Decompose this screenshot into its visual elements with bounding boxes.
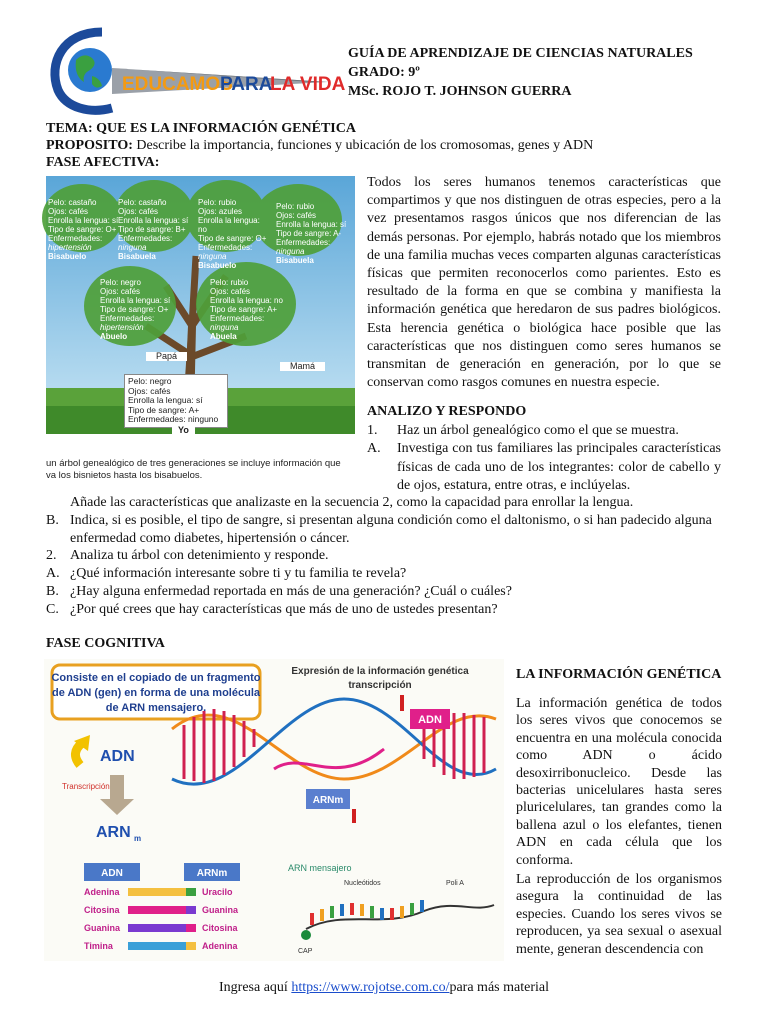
analyze-list-top bbox=[367, 422, 721, 496]
tree-card-abuelo: Pelo: negro Ojos: cafés Enrolla la lengua: sí Tipo de sangre: O+ Enfermedades: hipertensión Abuelo bbox=[100, 278, 171, 341]
svg-text:Guanina: Guanina bbox=[202, 905, 239, 915]
svg-text:PARA: PARA bbox=[220, 74, 273, 95]
svg-text:m: m bbox=[134, 834, 142, 843]
intro-paragraph: Todos los seres humanos tenemos características que compartimos y que nos distinguen de otras especies, pero a la vez presentamos rasgos únicos que nos diferencian de las demás personas. Por ejemplo, habrás notado que los miembros de una familia muchas veces comparten algunas características físicas que permiten reconocerlos como parientes. Esto es resultado de la forma en que se combina y manifiesta la información genética que heredaron de sus padres biológicos. Esta herencia genética o biológica hace posible que las características que nos distinguen como seres humanos se transmitan de generación en generación, por lo que se conservan como rasgos comunes en nuestra especie. bbox=[367, 175, 721, 391]
tree-label-mama: Mamá bbox=[280, 362, 325, 371]
svg-text:Adenina: Adenina bbox=[202, 941, 238, 951]
purpose-label: PROPOSITO: bbox=[46, 138, 133, 153]
svg-text:ADN: ADN bbox=[101, 868, 123, 879]
svg-text:LA VIDA: LA VIDA bbox=[270, 74, 346, 95]
svg-text:ADN: ADN bbox=[100, 748, 135, 765]
analyze-list-bottom bbox=[46, 494, 736, 619]
genetic-info-heading: LA INFORMACIÓN GENÉTICA bbox=[516, 667, 722, 682]
list-item: C. ¿Por qué crees que hay características que más de uno de ustedes presentan? bbox=[46, 601, 498, 617]
genetic-info-paragraph-1: La información genética de todos los seres vivos que conocemos se encuentra en una molécula conocida como ADN o ácido desoxirribonucleico. Desde las bacterias unicelulares hasta seres pluricelulares, tan grandes como la ballena azul o los elefantes, tienen ADN en cada célula que los conforma. bbox=[516, 696, 722, 868]
list-item: Añade las características que analizaste en la secuencia 2, como la capacidad para enrollar la lengua. bbox=[70, 495, 634, 510]
svg-text:de ADN (gen) en forma de una m: de ADN (gen) en forma de una molécula bbox=[51, 687, 261, 699]
transcription-diagram bbox=[44, 659, 504, 961]
svg-text:transcripción: transcripción bbox=[348, 680, 412, 691]
analyze-heading: ANALIZO Y RESPONDO bbox=[367, 404, 527, 419]
svg-text:Transcripción: Transcripción bbox=[62, 782, 110, 791]
header-author: MSc. ROJO T. JOHNSON GUERRA bbox=[348, 84, 572, 99]
svg-text:CAP: CAP bbox=[298, 948, 313, 955]
tree-label-yo: Yo bbox=[172, 426, 195, 435]
header-title: GUÍA DE APRENDIZAJE DE CIENCIAS NATURALES bbox=[348, 46, 693, 61]
list-item: A. Investiga con tus familiares las principales características físicas de cada uno de los integrantes: color de cabello y de ojos, estatura, entre otras, e inclúyelas. bbox=[367, 441, 721, 494]
svg-text:Citosina: Citosina bbox=[84, 905, 120, 915]
tree-card-bisabuelo-2: Pelo: rubio Ojos: azules Enrolla la lengua: no Tipo de sangre: O+ Enfermedades: ninguna Bisabuelo bbox=[198, 198, 267, 270]
list-item: A. ¿Qué información interesante sobre ti y tu familia te revela? bbox=[46, 566, 407, 582]
svg-text:Nucleótidos: Nucleótidos bbox=[344, 880, 381, 887]
svg-text:EDUCAMOS: EDUCAMOS bbox=[122, 74, 233, 95]
svg-text:ARN mensajero: ARN mensajero bbox=[288, 863, 352, 873]
list-item: 2. Analiza tu árbol con detenimiento y responde. bbox=[46, 548, 329, 564]
svg-text:ADN: ADN bbox=[418, 714, 442, 726]
svg-text:de ARN mensajero.: de ARN mensajero. bbox=[105, 702, 207, 714]
tree-card-bisabuela-2: Pelo: rubio Ojos: cafés Enrolla la lengua: sí Tipo de sangre: A- Enfermedades: ninguna Bisabuela bbox=[276, 202, 347, 265]
svg-text:Expresión de la información ge: Expresión de la información genética bbox=[291, 666, 469, 677]
purpose-text: Describe la importancia, funciones y ubicación de los cromosomas, genes y ADN bbox=[132, 138, 594, 153]
svg-text:ARNm: ARNm bbox=[196, 868, 228, 879]
purpose bbox=[46, 138, 746, 154]
svg-text:Consiste en el copiado de un f: Consiste en el copiado de un fragmento bbox=[51, 672, 261, 684]
phase-affective-heading: FASE AFECTIVA: bbox=[46, 155, 160, 170]
footer bbox=[0, 980, 768, 996]
svg-text:ARN: ARN bbox=[96, 824, 131, 841]
tree-card-abuela: Pelo: rubio Ojos: cafés Enrolla la lengua: no Tipo de sangre: A+ Enfermedades: ninguna Abuela bbox=[210, 278, 283, 341]
list-item: B. ¿Hay alguna enfermedad reportada en más de una generación? ¿Cuál o cuáles? bbox=[46, 583, 512, 599]
footer-suffix: para más material bbox=[449, 980, 549, 995]
header-grade: GRADO: 9º bbox=[348, 65, 420, 80]
svg-text:Poli A: Poli A bbox=[446, 880, 464, 887]
tree-card-bisabuelo-1: Pelo: castaño Ojos: cafés Enrolla la lengua: sí Tipo de sangre: O+ Enfermedades: hipertensión Bisabuelo bbox=[48, 198, 119, 261]
svg-text:Timina: Timina bbox=[84, 941, 113, 951]
tree-caption: un árbol genealógico de tres generaciones se incluye información que va los bisnietos hasta los bisabuelos. bbox=[46, 458, 341, 481]
topic-title: TEMA: QUE ES LA INFORMACIÓN GENÉTICA bbox=[46, 121, 356, 136]
educamos-logo bbox=[42, 24, 346, 116]
svg-text:Uracilo: Uracilo bbox=[202, 887, 233, 897]
svg-text:Adenina: Adenina bbox=[84, 887, 120, 897]
footer-link[interactable]: https://www.rojotse.com.co/ bbox=[291, 980, 450, 995]
tree-label-papa: Papá bbox=[146, 352, 187, 361]
svg-text:Guanina: Guanina bbox=[84, 923, 121, 933]
tree-card-bisabuela-1: Pelo: castaño Ojos: cafés Enrolla la lengua: sí Tipo de sangre: B+ Enfermedades: ninguna Bisabuela bbox=[118, 198, 189, 261]
svg-text:ARNm: ARNm bbox=[312, 795, 344, 806]
document-header bbox=[348, 44, 693, 101]
tree-card-yo: Pelo: negro Ojos: cafés Enrolla la lengua: sí Tipo de sangre: A+ Enfermedades: ninguno bbox=[124, 374, 228, 428]
list-item: B. Indica, si es posible, el tipo de sangre, si presentan alguna condición como el daltonismo, o si han padecido alguna enfermedad como diabetes, hipertensión o cáncer. bbox=[46, 512, 712, 546]
list-item: 1. Haz un árbol genealógico como el que se muestra. bbox=[367, 423, 679, 438]
svg-text:Citosina: Citosina bbox=[202, 923, 238, 933]
phase-cognitive-heading: FASE COGNITIVA bbox=[46, 636, 165, 651]
genetic-info-paragraph-2: La reproducción de los organismos asegura la continuidad de las especies. Cuando los seres vivos se reproducen, ya sea sexual o asexual mente, generan descendencia con bbox=[516, 872, 722, 957]
footer-prefix: Ingresa aquí bbox=[219, 980, 292, 995]
